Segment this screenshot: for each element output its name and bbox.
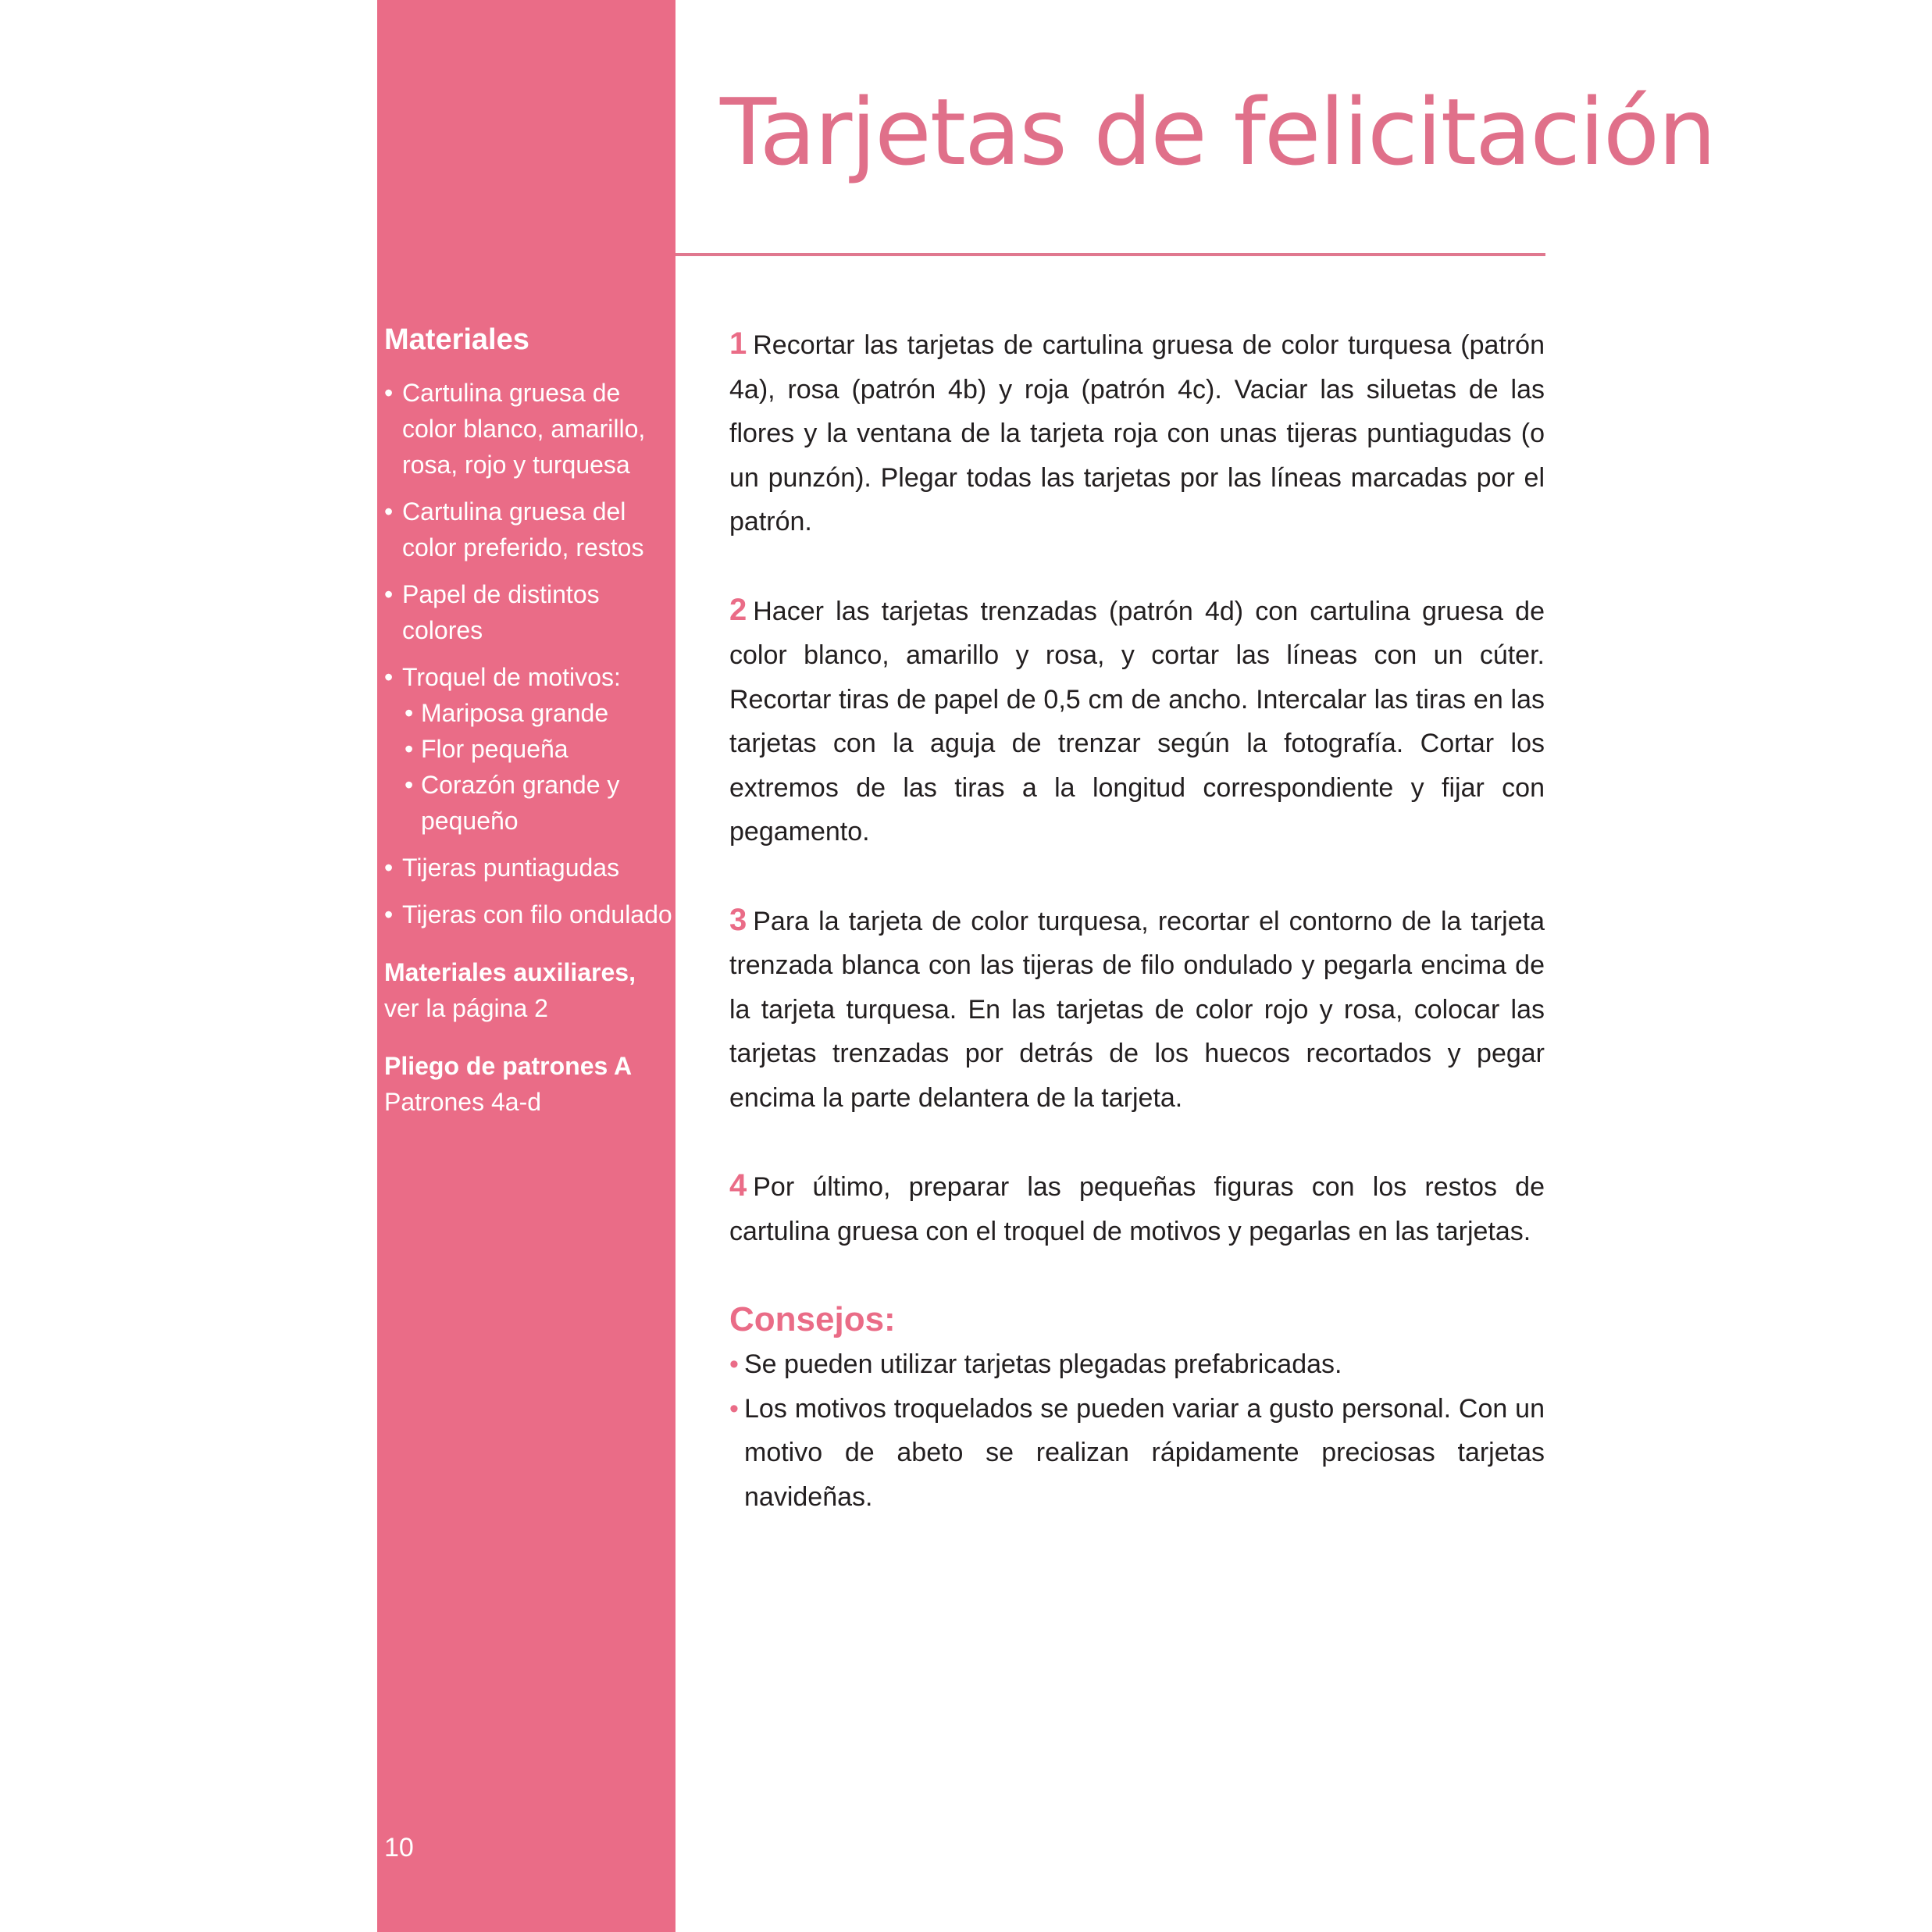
- pattern-sheet-text: Patrones 4a-d: [384, 1088, 542, 1116]
- material-item: [384, 896, 673, 932]
- material-text: Tijeras puntiagudas: [402, 854, 620, 882]
- tips-list: [729, 1342, 1545, 1519]
- material-text: Cartulina gruesa de color blanco, amarillo, rosa, rojo y turquesa: [402, 379, 646, 479]
- material-text: Papel de distintos colores: [402, 580, 600, 644]
- page-title: Tarjetas de felicitación: [720, 78, 1715, 186]
- step-number: 1: [729, 326, 747, 361]
- auxiliary-heading: Materiales auxiliares,: [384, 958, 636, 986]
- step-3: [729, 898, 1545, 1121]
- material-text: Troquel de motivos:: [402, 663, 621, 691]
- material-text: Cartulina gruesa del color preferido, restos: [402, 497, 644, 561]
- materials-heading: Materiales: [384, 323, 529, 356]
- step-number: 4: [729, 1168, 747, 1203]
- step-text: Hacer las tarjetas trenzadas (patrón 4d) con cartulina gruesa de color blanco, amarillo y rosa, y cortar las líneas con un cúter. Recortar tiras de papel de 0,5 cm de ancho. Intercalar las tiras en las tarjetas con la aguja de trenzar según la fotografía. Cortar los extremos de las tiras a la longitud correspondiente y fijar con pegamento.: [729, 596, 1545, 847]
- material-item: [384, 494, 673, 565]
- instructions: [729, 322, 1545, 1519]
- title-divider: [675, 253, 1545, 256]
- tip-item: • Se pueden utilizar tarjetas plegadas prefabricadas.: [729, 1342, 1545, 1387]
- material-item: [384, 375, 673, 483]
- motif-list: [402, 695, 673, 839]
- page-number: 10: [384, 1833, 414, 1862]
- step-1: [729, 322, 1545, 544]
- auxiliary-text: ver la página 2: [384, 994, 548, 1022]
- tip-item: • Los motivos troquelados se pueden variar a gusto personal. Con un motivo de abeto se realizan rápidamente preciosas tarjetas navideñas.: [729, 1387, 1545, 1520]
- material-item: [384, 659, 673, 839]
- materials-list: [384, 375, 673, 932]
- step-number: 3: [729, 902, 747, 937]
- motif-item: • Corazón grande y pequeño: [402, 767, 673, 839]
- step-text: Por último, preparar las pequeñas figuras con los restos de cartulina gruesa con el troquel de motivos y pegarlas en las tarjetas.: [729, 1172, 1545, 1246]
- pattern-sheet-heading: Pliego de patrones A: [384, 1052, 633, 1080]
- pattern-sheet: [384, 1048, 673, 1120]
- step-number: 2: [729, 592, 747, 627]
- material-item: [384, 850, 673, 886]
- step-2: [729, 588, 1545, 854]
- auxiliary-materials: [384, 954, 673, 1026]
- sidebar: [377, 0, 675, 1932]
- step-text: Para la tarjeta de color turquesa, recortar el contorno de la tarjeta trenzada blanca con las tijeras de filo ondulado y pegarla encima de la tarjeta turquesa. En las tarjetas de color rojo y rosa, colocar las tarjetas trenzadas por detrás de los huecos recortados y pegar encima la parte delantera de la tarjeta.: [729, 906, 1545, 1113]
- motif-item: • Mariposa grande: [402, 695, 673, 731]
- material-item: [384, 576, 673, 648]
- step-4: [729, 1164, 1545, 1253]
- material-text: Tijeras con filo ondulado: [402, 900, 672, 929]
- step-text: Recortar las tarjetas de cartulina gruesa de color turquesa (patrón 4a), rosa (patrón 4b) y roja (patrón 4c). Vaciar las siluetas de las flores y la ventana de la tarjeta roja con unas tijeras puntiagudas (o un punzón). Plegar todas las tarjetas por las líneas marcadas por el patrón.: [729, 330, 1545, 536]
- materials-panel: [384, 322, 673, 1120]
- motif-item: • Flor pequeña: [402, 731, 673, 767]
- tips-heading: Consejos:: [729, 1300, 896, 1338]
